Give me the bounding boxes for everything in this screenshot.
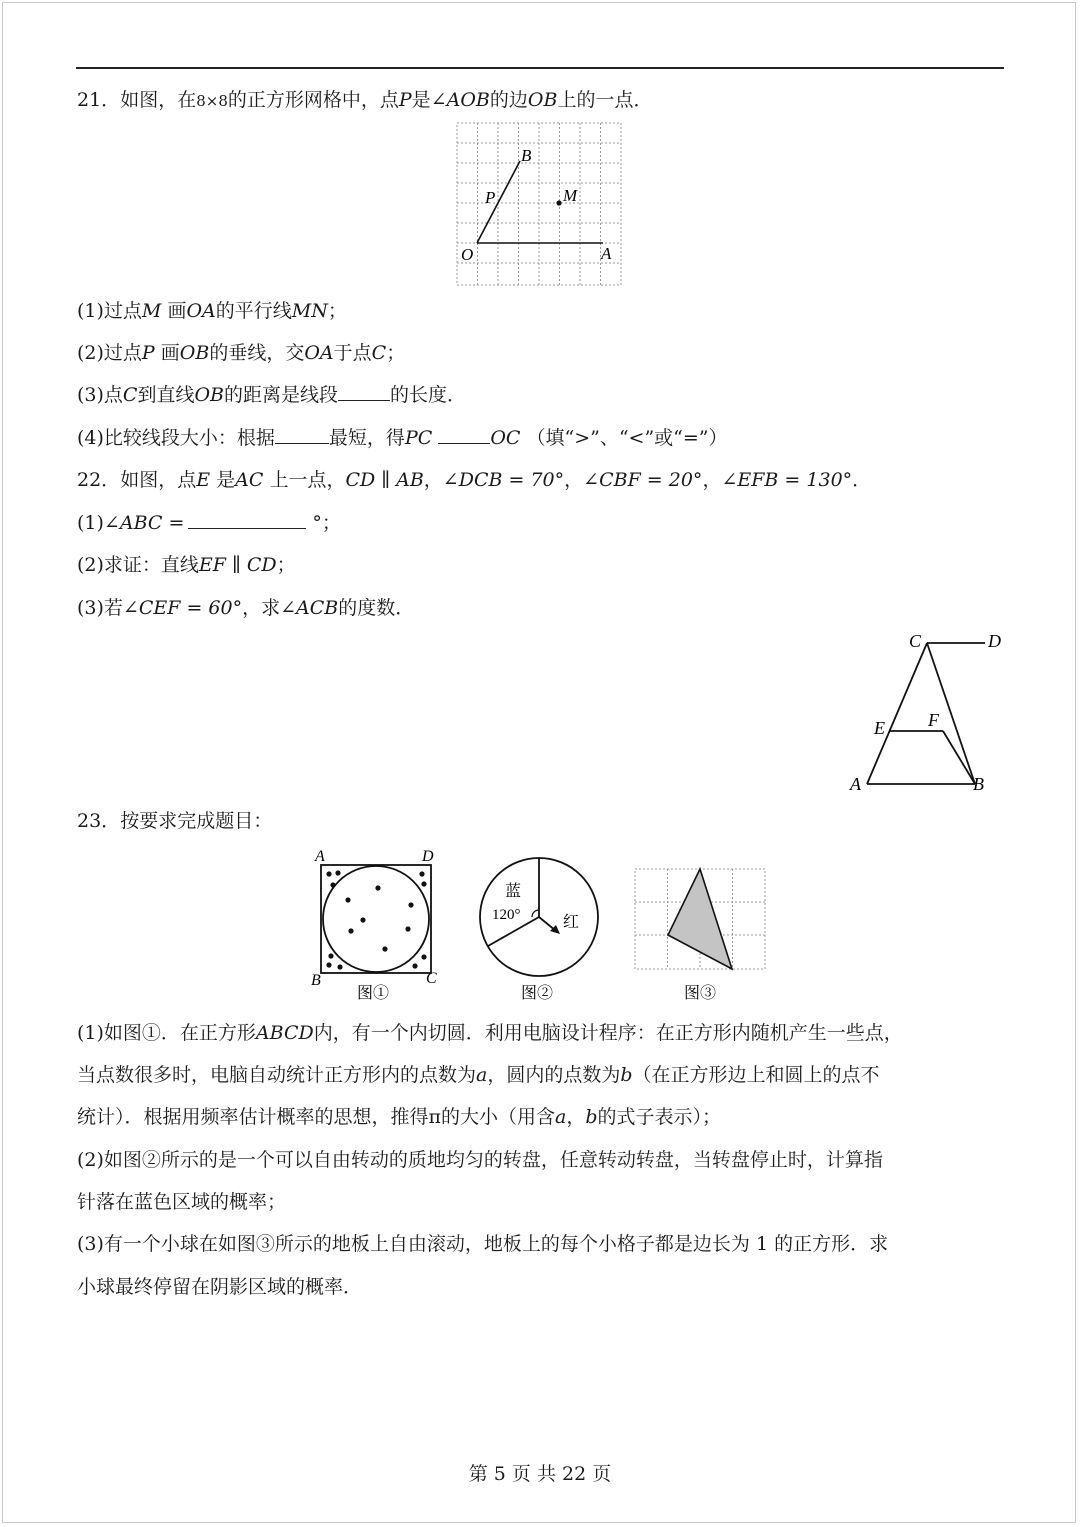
svg-text:B: B bbox=[311, 972, 321, 989]
header-rule bbox=[76, 67, 1004, 69]
q21-grid-figure bbox=[455, 121, 625, 287]
q23-number: 23． bbox=[77, 810, 121, 832]
q21-part4: (4)比较线段大小：根据 最短，得PC OC （填“>”、“<”或“=”） bbox=[77, 427, 728, 449]
q23-figure-1 bbox=[305, 845, 450, 1005]
q22-number: 22． bbox=[77, 469, 121, 491]
red-region-label: 红 bbox=[563, 914, 580, 931]
q23-figure-3-floor bbox=[632, 865, 772, 1005]
q21-part2: (2)过点P 画OB的垂线，交OA于点C； bbox=[77, 342, 406, 364]
answer-blank[interactable] bbox=[438, 425, 490, 444]
q23-part1-line1: (1)如图①．在正方形ABCD内，有一个内切圆．利用电脑设计程序：在正方形内随机产生一些点， bbox=[77, 1022, 903, 1044]
label-M: M bbox=[563, 186, 578, 205]
label-E: E bbox=[874, 718, 885, 738]
blue-region-label: 蓝 bbox=[505, 883, 522, 900]
q23-part1-line2: 当点数很多时，电脑自动统计正方形内的点数为a，圆内的点数为b（在正方形边上和圆上的点不 bbox=[77, 1064, 880, 1086]
answer-blank[interactable] bbox=[188, 510, 306, 529]
svg-text:图②: 图② bbox=[521, 985, 554, 1002]
answer-blank[interactable] bbox=[338, 382, 390, 401]
label-D: D bbox=[988, 631, 1001, 651]
q23-part2-line2: 针落在蓝色区域的概率； bbox=[77, 1191, 287, 1213]
q22-part2: (2)求证：直线EF ∥ CD； bbox=[77, 554, 296, 576]
svg-text:C: C bbox=[426, 970, 437, 987]
svg-text:图①: 图① bbox=[357, 985, 390, 1002]
q21-stem: 21．如图，在8×8的正方形网格中，点P是∠AOB的边OB上的一点． bbox=[77, 89, 653, 111]
answer-blank[interactable] bbox=[275, 425, 329, 444]
q23-part3-line2: 小球最终停留在阴影区域的概率． bbox=[77, 1276, 363, 1298]
q22-stem: 22．如图，点E 是AC 上一点，CD ∥ AB，∠DCB = 70°，∠CBF = 20°，∠EFB = 130°． bbox=[77, 469, 872, 491]
angle-label: 120° bbox=[492, 907, 521, 923]
q23-part1-line3: 统计）．根据用频率估计概率的思想，推得π的大小（用含a，b的式子表示）； bbox=[77, 1106, 722, 1128]
label-C: C bbox=[909, 631, 922, 651]
q23-part3-line1: (3)有一个小球在如图③所示的地板上自由滚动，地板上的每个小格子都是边长为 1 的正方形．求 bbox=[77, 1233, 889, 1255]
q23-figure-2-spinner bbox=[470, 845, 615, 1005]
label-O: O bbox=[461, 245, 474, 264]
ray-OB bbox=[477, 161, 520, 243]
q22-part3: (3)若∠CEF = 60°，求∠ACB的度数． bbox=[77, 597, 415, 619]
q23-part2-line1: (2)如图②所示的是一个可以自由转动的质地均匀的转盘，任意转动转盘，当转盘停止时，计算指 bbox=[77, 1149, 883, 1171]
label-B: B bbox=[521, 146, 532, 165]
svg-text:图③: 图③ bbox=[684, 985, 717, 1002]
q21-number: 21． bbox=[77, 89, 121, 111]
q23-stem: 23．按要求完成题目： bbox=[77, 810, 273, 832]
label-B: B bbox=[973, 774, 984, 794]
svg-text:D: D bbox=[422, 848, 434, 865]
svg-text:A: A bbox=[315, 848, 325, 865]
label-F: F bbox=[928, 710, 939, 730]
point-M bbox=[556, 200, 561, 205]
q22-figure bbox=[845, 628, 1010, 798]
page-footer: 第 5 页 共 22 页 bbox=[468, 1463, 612, 1485]
label-A: A bbox=[850, 774, 861, 794]
q21-part1: (1)过点M 画OA的平行线MN； bbox=[77, 300, 347, 322]
label-A: A bbox=[601, 244, 612, 263]
q21-part3: (3)点C到直线OB的距离是线段 的长度． bbox=[77, 384, 467, 406]
q22-part1: (1)∠ABC = °； bbox=[77, 512, 341, 534]
label-P: P bbox=[485, 188, 496, 207]
